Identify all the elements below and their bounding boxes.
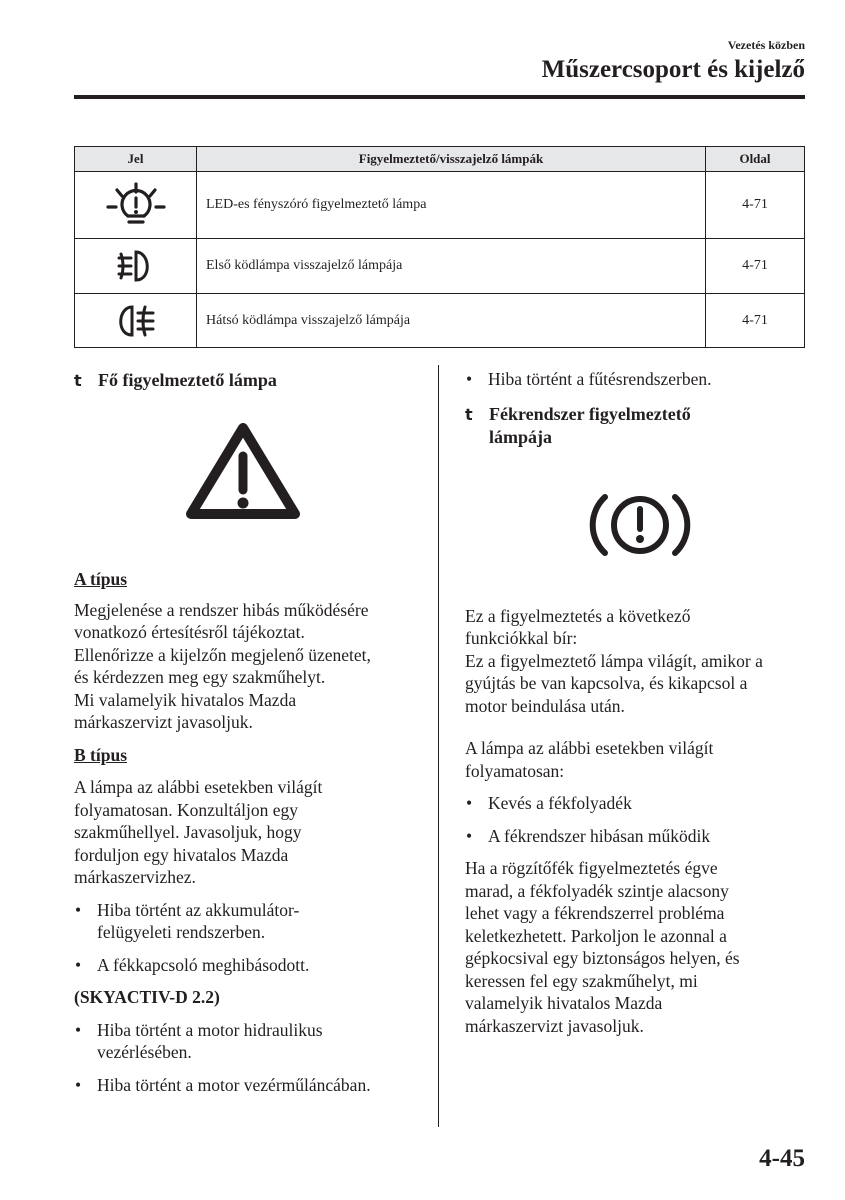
table-row [75, 239, 805, 294]
table-cell-label: Első ködlámpa visszajelző lámpája [197, 239, 706, 294]
skyactiv-label: (SKYACTIV-D 2.2) [74, 987, 220, 1007]
section-label: Vezetés közben [727, 38, 805, 52]
list-item: • Hiba történt az akkumulátor- felügyeleti rendszerben. [75, 899, 300, 942]
table-cell-page: 4-71 [706, 172, 805, 239]
heading-brake-warning: t Fékrendszer figyelmeztető lámpája [465, 403, 691, 447]
right-column [465, 368, 810, 1037]
type-a-line: Mi valamelyik hivatalos Mazda [74, 689, 297, 710]
type-a-line: vonatkozó értesítésről tájékoztat. [74, 622, 305, 642]
paragraph-line: gyújtás be van kapcsolva, és kikapcsol a [465, 673, 748, 693]
type-a-line: Ellenőrizze a kijelzőn megjelenő üzenetet, [74, 644, 371, 665]
paragraph-line: Ha a rögzítőfék figyelmeztetés égve [465, 858, 718, 878]
list-item: • Kevés a fékfolyadék [466, 793, 632, 813]
table-cell-page: 4-71 [706, 294, 805, 348]
type-b-line: szakműhellyel. Javasoljuk, hogy [74, 822, 302, 842]
page-number: 4-45 [759, 1145, 805, 1172]
paragraph-line: keressen fel egy szakműhelyt, mi [465, 970, 698, 991]
title-rule [74, 95, 805, 99]
table-cell-page: 4-71 [706, 239, 805, 294]
heading-marker: t [74, 371, 82, 390]
table-row [75, 172, 805, 239]
paragraph-line: folyamatosan: [465, 760, 565, 781]
indicator-table [74, 146, 805, 348]
page-title: Műszercsoport és kijelző [541, 56, 805, 83]
type-b-line: forduljon egy hivatalos Mazda [74, 844, 289, 865]
paragraph-line: keletkezhetett. Parkoljon le azonnal a [465, 925, 727, 946]
paragraph-line: motor beindulása után. [465, 695, 625, 716]
paragraph-line: márkaszervizt javasoljuk. [465, 1015, 644, 1036]
left-column [74, 369, 419, 1096]
heading-marker: t [465, 404, 473, 424]
type-b-line: A lámpa az alábbi esetekben világít [74, 777, 323, 797]
brake-warning-icon [588, 489, 692, 561]
master-warning-triangle-icon [183, 420, 303, 522]
list-item: • Hiba történt a fűtésrendszerben. [466, 369, 712, 389]
type-a-line: és kérdezzen meg egy szakműhelyt. [74, 667, 326, 687]
front-fog-lamp-icon [116, 246, 156, 286]
type-b-line: márkaszervizhez. [74, 867, 196, 887]
list-item: • A fékrendszer hibásan működik [466, 825, 711, 846]
type-a-line: márkaszervizt javasoljuk. [74, 712, 253, 732]
table-row [75, 294, 805, 348]
col-header-lamps: Figyelmeztető/visszajelző lámpák [197, 147, 706, 172]
paragraph-line: Ez a figyelmeztető lámpa világít, amikor a [465, 650, 763, 671]
table-cell-label: LED-es fényszóró figyelmeztető lámpa [197, 172, 706, 239]
type-b-title: B típus [74, 744, 128, 765]
col-header-symbol: Jel [75, 147, 197, 172]
list-item: • Hiba történt a motor vezérműláncában. [75, 1074, 371, 1095]
paragraph-line: funkciókkal bír: [465, 628, 578, 648]
column-divider [438, 365, 439, 1127]
led-headlight-warning-icon [106, 179, 166, 231]
rear-fog-lamp-icon [114, 301, 158, 341]
paragraph-line: gépkocsival egy biztonságos helyen, és [465, 948, 740, 968]
list-item: • Hiba történt a motor hidraulikus vezérlésében. [75, 1019, 323, 1062]
paragraph-line: marad, a fékfolyadék szintje alacsony [465, 880, 729, 901]
paragraph-line: Ez a figyelmeztetés a következő [465, 605, 691, 626]
type-a-line: Megjelenése a rendszer hibás működésére [74, 599, 369, 620]
table-cell-label: Hátsó ködlámpa visszajelző lámpája [197, 294, 706, 348]
list-item: • A fékkapcsoló meghibásodott. [75, 954, 310, 975]
type-a-title: A típus [74, 569, 128, 589]
paragraph-line: lehet vagy a fékrendszerrel probléma [465, 903, 725, 923]
type-b-line: folyamatosan. Konzultáljon egy [74, 799, 299, 820]
paragraph-line: valamelyik hivatalos Mazda [465, 993, 663, 1013]
heading-master-warning: t Fő figyelmeztető lámpa [74, 370, 277, 390]
col-header-page: Oldal [706, 147, 805, 172]
table-header-row [75, 147, 805, 172]
paragraph-line: A lámpa az alábbi esetekben világít [465, 738, 714, 758]
